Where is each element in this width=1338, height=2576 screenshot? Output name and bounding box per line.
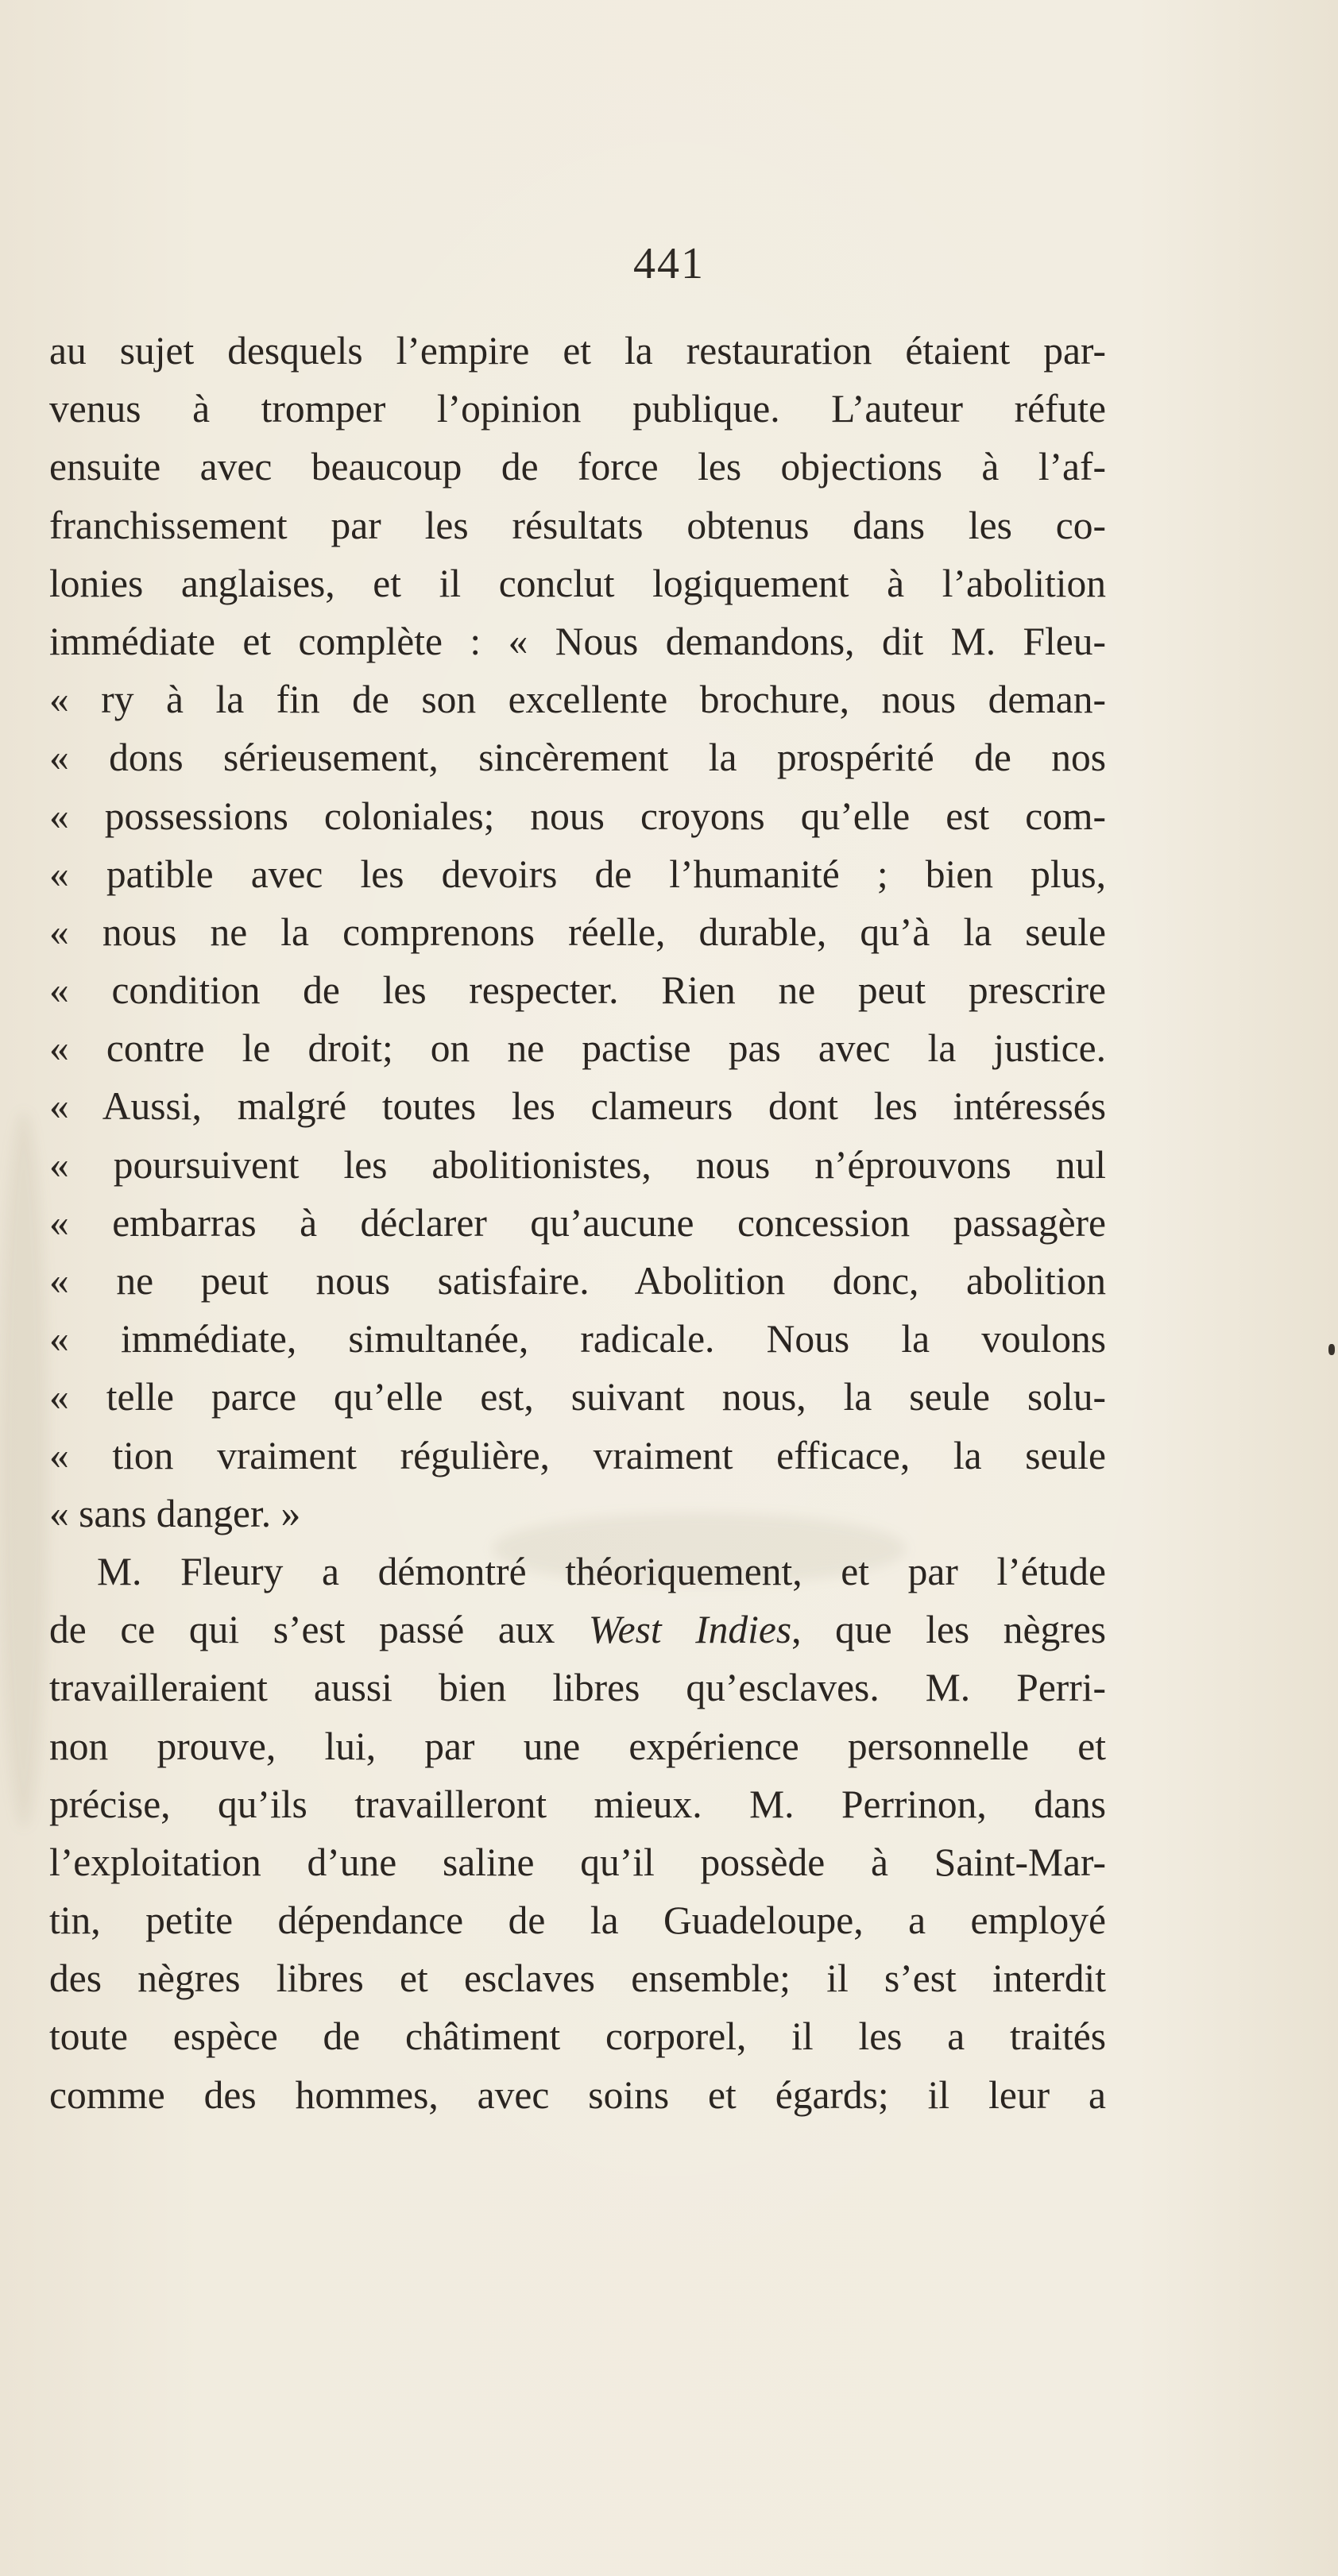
text-line: « tion vraiment régulière, vraiment efficace, la seule — [49, 1433, 1106, 1477]
paper-stain — [0, 1112, 48, 1827]
text-line: « condition de les respecter. Rien ne peut prescrire — [49, 968, 1106, 1013]
text-line: comme des hommes, avec soins et égards; il leur a — [49, 2072, 1106, 2117]
body-text — [49, 322, 1106, 2124]
text-line: de ce qui s’est passé aux West Indies, que les nègres — [49, 1608, 1106, 1652]
text-line: « contre le droit; on ne pactise pas avec la justice. — [49, 1026, 1106, 1071]
text-line: non prouve, lui, par une expérience personnelle et — [49, 1724, 1106, 1768]
text-line: « possessions coloniales; nous croyons qu’elle est com- — [49, 794, 1106, 838]
text-line: l’exploitation d’une saline qu’il possède à Saint-Mar- — [49, 1840, 1106, 1884]
text-line: « telle parce qu’elle est, suivant nous, la seule solu- — [49, 1375, 1106, 1419]
text-line: « immédiate, simultanée, radicale. Nous la voulons — [49, 1317, 1106, 1361]
text-line: toute espèce de châtiment corporel, il les a traités — [49, 2014, 1106, 2059]
page-number: 441 — [633, 239, 705, 288]
text-line: venus à tromper l’opinion publique. L’auteur réfute — [49, 387, 1106, 431]
text-line: « dons sérieusement, sincèrement la prospérité de nos — [49, 736, 1106, 780]
text-line: au sujet desquels l’empire et la restauration étaient par- — [49, 329, 1106, 373]
text-line: lonies anglaises, et il conclut logiquement à l’abolition — [49, 561, 1106, 605]
text-line: « embarras à déclarer qu’aucune concession passagère — [49, 1200, 1106, 1245]
text-line: précise, qu’ils travailleront mieux. M. Perrinon, dans — [49, 1782, 1106, 1826]
text-line: « nous ne la comprenons réelle, durable, qu’à la seule — [49, 910, 1106, 954]
text-line: « ne peut nous satisfaire. Abolition donc, abolition — [49, 1259, 1106, 1303]
ink-speck — [1328, 1344, 1335, 1355]
text-line: ensuite avec beaucoup de force les objections à l’af- — [49, 445, 1106, 489]
text-line: « poursuivent les abolitionistes, nous n’éprouvons nul — [49, 1142, 1106, 1187]
text-line: tin, petite dépendance de la Guadeloupe, a employé — [49, 1898, 1106, 1943]
text-line: « Aussi, malgré toutes les clameurs dont les intéressés — [49, 1084, 1106, 1129]
text-line: franchissement par les résultats obtenus dans les co- — [49, 503, 1106, 547]
text-line: immédiate et complète : « Nous demandons, dit M. Fleu- — [49, 619, 1106, 663]
text-line-paragraph-end: « sans danger. » — [49, 1491, 301, 1535]
text-line: « ry à la fin de son excellente brochure, nous deman- — [49, 678, 1106, 722]
text-line-paragraph-start: M. Fleury a démontré théoriquement, et par l’étude — [97, 1549, 1106, 1593]
text-line: travailleraient aussi bien libres qu’esclaves. M. Perri- — [49, 1666, 1106, 1710]
text-line: des nègres libres et esclaves ensemble; il s’est interdit — [49, 1956, 1106, 2001]
text-line: « patible avec les devoirs de l’humanité ; bien plus, — [49, 852, 1106, 896]
